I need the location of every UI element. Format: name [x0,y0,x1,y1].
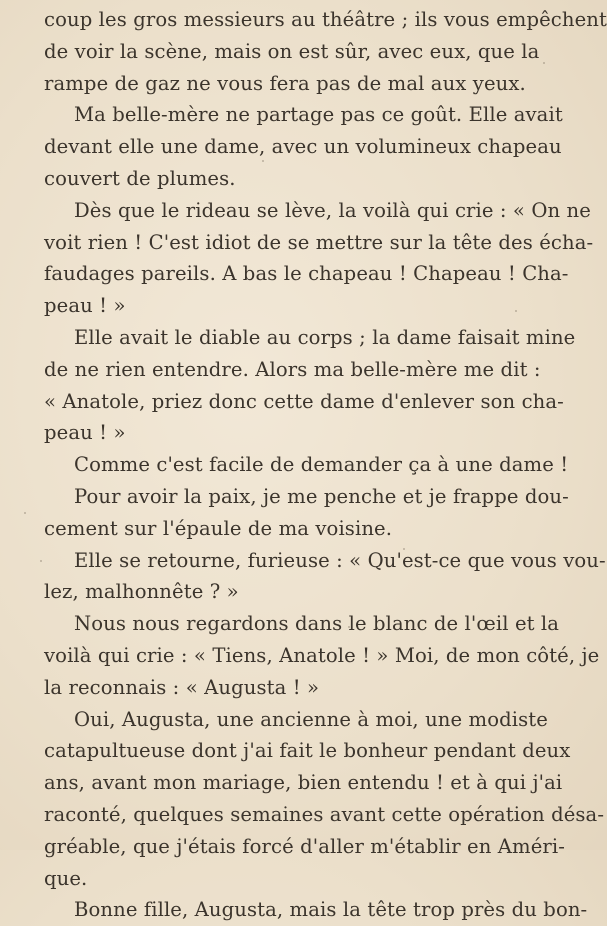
text-line: Oui, Augusta, une ancienne à moi, une modiste [74,707,548,731]
text-line: de voir la scène, mais on est sûr, avec eux, que la [44,39,540,63]
paper-speck [543,62,545,64]
text-line: ans, avant mon mariage, bien entendu ! et à qui j'ai [44,771,563,795]
text-line: voit rien ! C'est idiot de se mettre sur la tête des écha- [44,230,594,254]
text-line: couvert de plumes. [44,166,236,190]
text-line: Bonne fille, Augusta, mais la tête trop près du bon- [74,898,588,922]
text-line: Pour avoir la paix, je me penche et je frappe dou- [74,484,569,508]
paper-speck [24,512,26,514]
text-line: rampe de gaz ne vous fera pas de mal aux yeux. [44,71,526,95]
text-line: Ma belle-mère ne partage pas ce goût. Elle avait [74,103,563,127]
text-line: « Anatole, priez donc cette dame d'enlever son cha- [44,389,564,413]
text-line: Elle avait le diable au corps ; la dame faisait mine [74,325,576,349]
text-line: gréable, que j'étais forcé d'aller m'établir en Améri- [44,834,565,858]
text-line: peau ! » [44,421,126,445]
text-line: Nous nous regardons dans le blanc de l'œil et la [74,612,560,636]
text-line: voilà qui crie : « Tiens, Anatole ! » Moi, de mon côté, je [44,643,600,667]
text-line: Dès que le rideau se lève, la voilà qui crie : « On ne [74,198,591,222]
text-line: lez, malhonnête ? » [44,580,239,604]
text-line: faudages pareils. A bas le chapeau ! Chapeau ! Cha- [44,262,569,286]
text-line: raconté, quelques semaines avant cette opération désa- [44,802,605,826]
text-line: devant elle une dame, avec un volumineux chapeau [44,135,562,159]
paper-speck [515,310,517,312]
paper-speck [40,560,42,562]
text-line: de ne rien entendre. Alors ma belle-mère me dit : [44,357,541,381]
text-line: cement sur l'épaule de ma voisine. [44,516,393,540]
body-text [44,4,607,926]
text-line: que. [44,866,88,890]
text-line: la reconnais : « Augusta ! » [44,675,320,699]
text-line: peau ! » [44,294,126,318]
text-line: Comme c'est facile de demander ça à une dame ! [74,453,569,477]
text-line: Elle se retourne, furieuse : « Qu'est-ce que vous vou- [74,548,606,572]
text-line: catapultueuse dont j'ai fait le bonheur pendant deux [44,739,571,763]
text-line: coup les gros messieurs au théâtre ; ils vous empêchent [44,8,607,31]
